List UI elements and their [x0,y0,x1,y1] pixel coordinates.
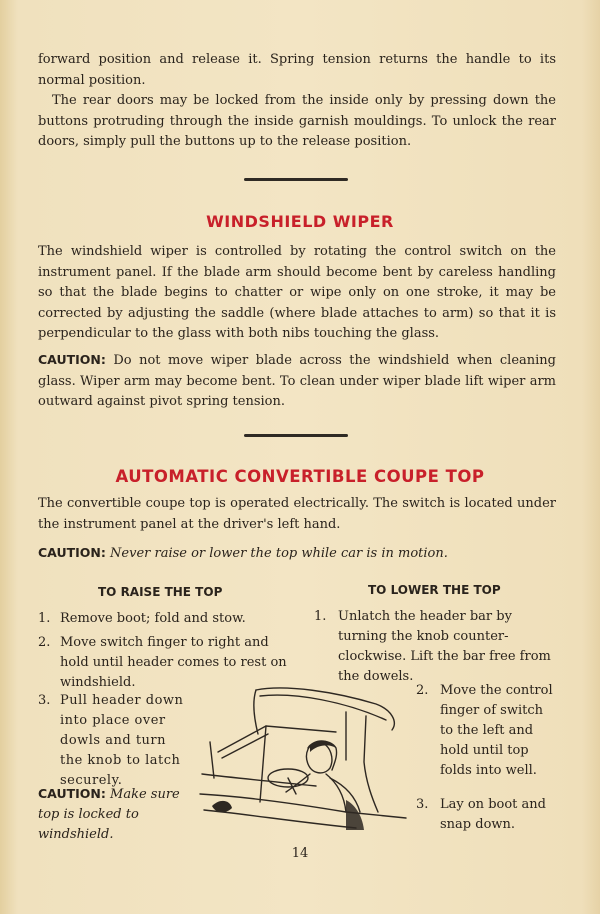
step-number: 3. [416,797,429,812]
wiper-body: The windshield wiper is controlled by rotating the control switch on the instrument panel. If the blade arm should become bent by careless handling so that the blade begins to chatter or wipe only on one stroke, it may be corrected by adjusting the saddle (where blade attaches to arm) so that it is perpendicular to the glass with both nibs touching the glass. [38,244,556,341]
lower-step [416,681,558,781]
step-text: Move switch finger to right and hold until header comes to rest on windshield. [60,635,287,690]
convertible-caution [38,543,556,565]
raise-heading: TO RAISE THE TOP [98,585,223,599]
caution-label: CAUTION: [38,352,106,367]
step-text: Pull header down into place over dowls and turn the knob to latch securely. [60,693,184,788]
wiper-heading: WINDSHIELD WIPER [206,212,394,231]
step-text: Remove boot; fold and stow. [60,611,246,626]
lower-step [416,795,558,835]
step-text: Move the control finger of switch to the left and hold until top folds into well. [440,683,553,778]
raise-step [38,609,288,629]
raise-caution-text: Make sure top is locked to windshield. [38,787,180,842]
lower-step [314,607,558,687]
caution-label: CAUTION: [38,545,106,560]
lower-heading: TO LOWER THE TOP [368,583,501,597]
raise-step [38,691,188,791]
step-number: 2. [38,635,51,650]
section-divider [244,178,348,181]
caution-label: CAUTION: [38,786,106,801]
step-number: 3. [38,693,51,708]
step-number: 2. [416,683,429,698]
raise-caution [38,784,188,845]
section-divider [244,434,348,437]
convertible-heading: AUTOMATIC CONVERTIBLE COUPE TOP [115,467,485,486]
intro-paragraph-2: The rear doors may be locked from the inside only by pressing down the buttons protruding through the inside garnish mouldings. To unlock the rear doors, simply pull the buttons up to the release position. [38,93,556,149]
convertible-illustration [196,682,412,838]
step-number: 1. [314,609,327,624]
wiper-caution [38,350,556,413]
step-text: Lay on boot and snap down. [440,797,546,832]
step-text: Unlatch the header bar by turning the knob counter-clockwise. Lift the bar free from the dowels. [338,609,551,684]
convertible-body: The convertible coupe top is operated electrically. The switch is located under the instrument panel at the driver's left hand. [38,496,556,532]
intro-paragraph-1: forward position and release it. Spring tension returns the handle to its normal position. [38,52,556,88]
step-number: 1. [38,611,51,626]
wiper-caution-text: Do not move wiper blade across the windshield when cleaning glass. Wiper arm may become bent. To clean under wiper blade lift wiper arm outward against pivot spring tension. [38,353,557,409]
convertible-caution-text: Never raise or lower the top while car is in motion. [110,546,448,561]
page-number: 14 [291,846,309,861]
